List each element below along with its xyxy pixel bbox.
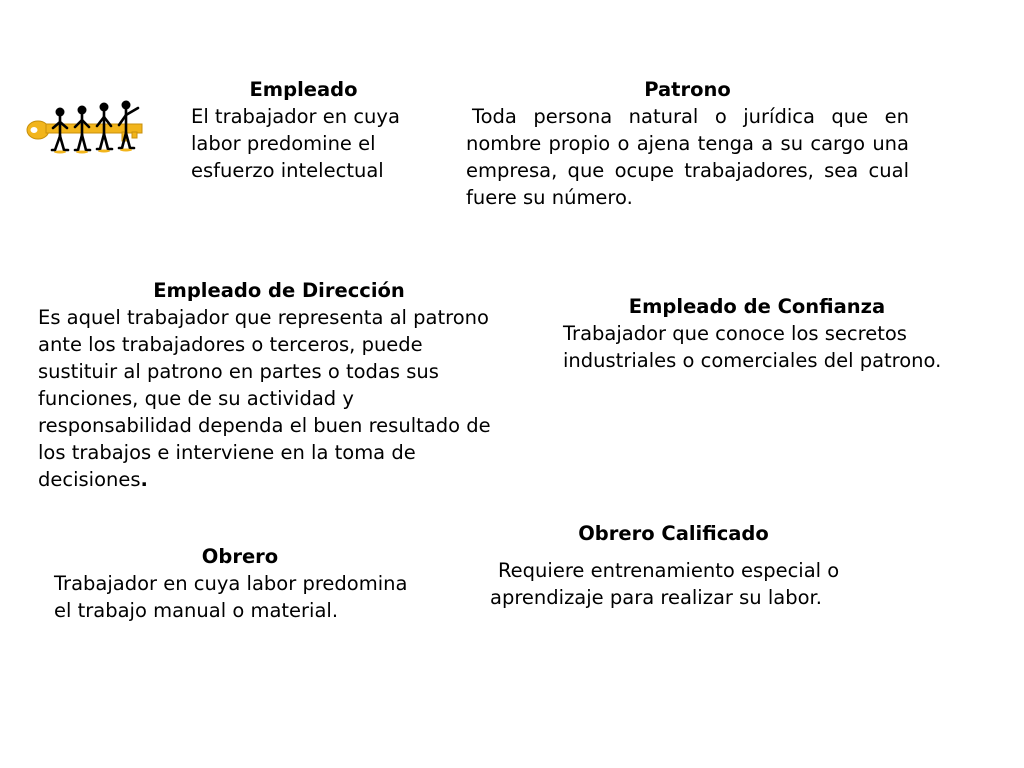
obrero-calificado-title: Obrero Calificado — [578, 522, 769, 545]
empleado-definition: El trabajador en cuya labor predomine el esfuerzo intelectual — [191, 105, 400, 182]
obrero-calificado-definition: Requiere entrenamiento especial o aprendizaje para realizar su labor. — [490, 559, 840, 609]
empleado-direccion-title: Empleado de Dirección — [153, 279, 405, 302]
empleado-direccion-text: Es aquel trabajador que representa al patrono ante los trabajadores o terceros, puede sustituir al patrono en partes o todas sus funciones, que de su actividad y responsabilidad dependa el buen resultado de los trabajos e interviene en la toma de decisiones — [38, 306, 491, 491]
obrero-calificado-section — [490, 520, 870, 611]
empleado-confianza-title: Empleado de Confianza — [628, 295, 886, 318]
empleado-direccion-end-mark: . — [140, 468, 148, 491]
patrono-title: Patrono — [644, 78, 731, 101]
obrero-section — [54, 543, 426, 624]
empleado-title: Empleado — [249, 78, 358, 101]
patrono-definition: Toda persona natural o jurídica que en nombre propio o ajena tenga a su cargo una empresa, que ocupe trabajadores, sea cual fuere su número. — [466, 105, 909, 209]
patrono-section — [466, 76, 909, 211]
empleado-section — [191, 76, 416, 184]
empleado-confianza-definition: Trabajador que conoce los secretos industriales o comerciales del patrono. — [563, 322, 942, 372]
empleado-confianza-section — [563, 293, 963, 374]
empleado-direccion-definition — [38, 304, 508, 493]
obrero-definition: Trabajador en cuya labor predomina el trabajo manual o material. — [54, 572, 408, 622]
empleado-direccion-section — [38, 277, 508, 493]
people-with-key-icon — [24, 98, 148, 156]
obrero-title: Obrero — [201, 545, 279, 568]
